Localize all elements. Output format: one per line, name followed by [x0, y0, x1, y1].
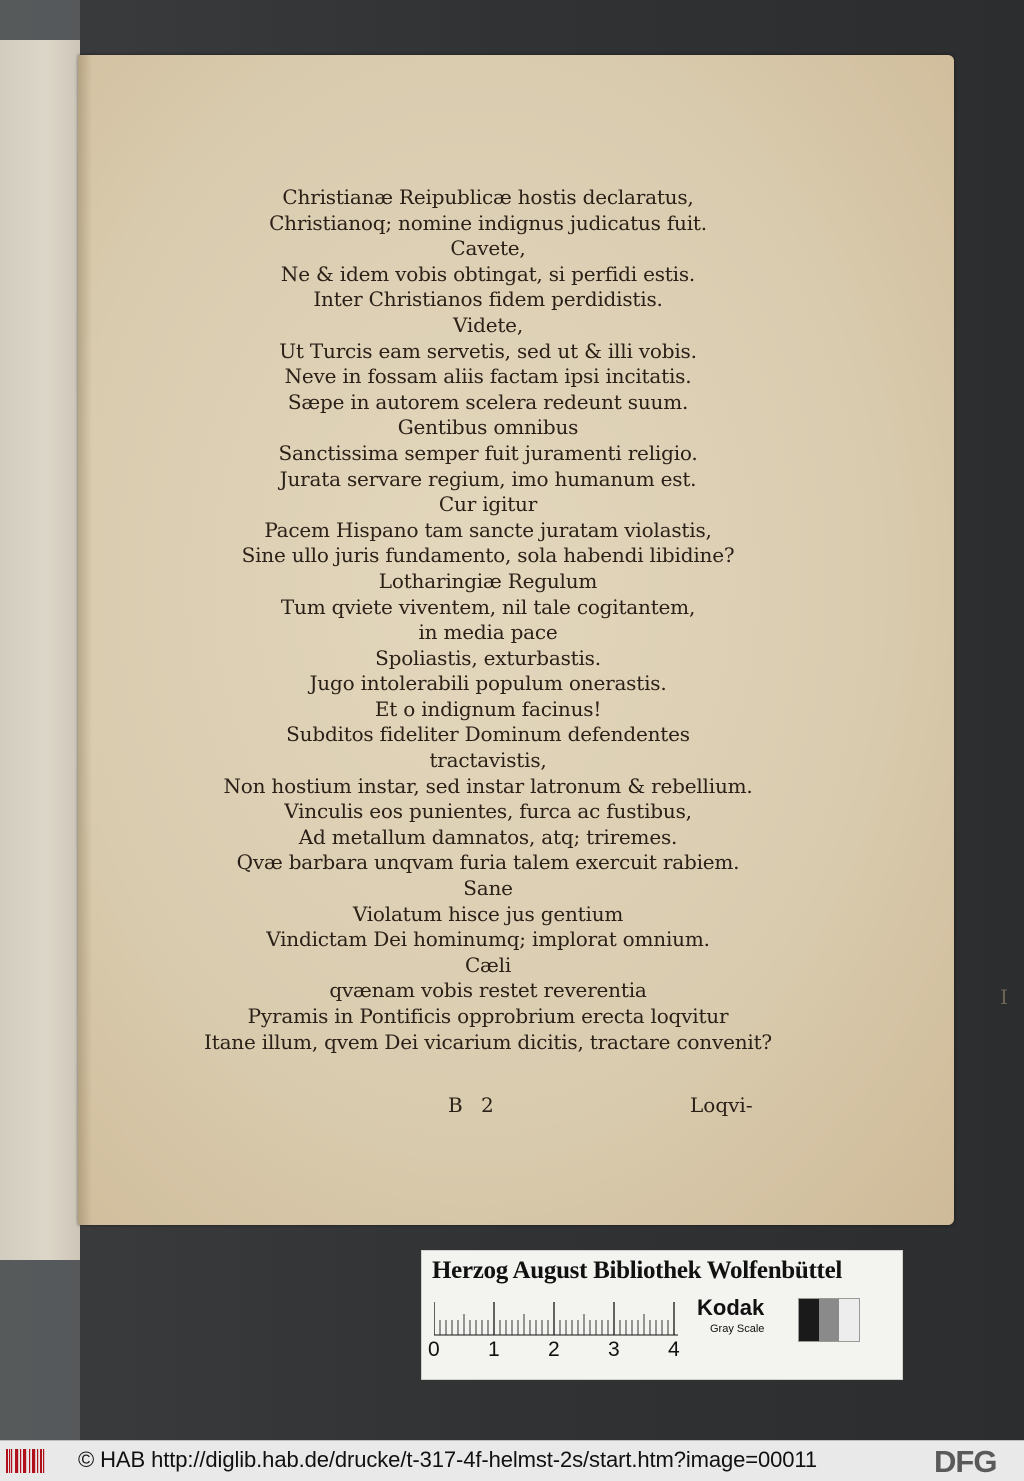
text-line: Lotharingiæ Regulum	[378, 568, 598, 593]
text-line: Subditos fideliter Dominum defendentes	[286, 722, 690, 747]
text-line: Cur igitur	[438, 492, 538, 517]
signature-mark: B 2	[448, 1093, 500, 1117]
gray-scale-label: Gray Scale	[710, 1323, 765, 1335]
text-line: Inter Christianos fidem perdidistis.	[313, 287, 663, 312]
text-line: Vindictam Dei hominumq; implorat omnium.	[266, 927, 710, 952]
text-line: Christianoq; nomine indignus judicatus fuit.	[269, 210, 707, 235]
text-line: Et o indignum facinus!	[374, 696, 602, 721]
text-line: Tum qviete viventem, nil tale cogitantem,	[280, 594, 696, 619]
reference-card	[421, 1250, 903, 1380]
ruler-number: 4	[668, 1338, 680, 1361]
gray-scale-swatches	[798, 1298, 860, 1342]
ruler-number: 1	[488, 1338, 500, 1361]
measurement-ruler	[434, 1298, 684, 1336]
text-line: Qvæ barbara unqvam furia talem exercuit rabiem.	[236, 850, 740, 875]
text-line: Itane illum, qvem Dei vicarium dicitis, tractare convenit?	[204, 1029, 772, 1054]
protective-film	[0, 0, 80, 1440]
ruler-number: 2	[548, 1338, 560, 1361]
page-gutter-shadow	[78, 55, 92, 1225]
catchword: Loqvi-	[690, 1093, 753, 1117]
viewer-footer	[0, 1440, 1024, 1481]
ruler-numbers	[428, 1338, 688, 1368]
text-line: Sanctissima semper fuit juramenti religio.	[278, 440, 698, 465]
text-line: Ne & idem vobis obtingat, si perfidi estis.	[280, 261, 696, 286]
text-line: Ut Turcis eam servetis, sed ut & illi vobis.	[279, 338, 697, 363]
text-line: Jurata servare regium, imo humanum est.	[279, 466, 697, 491]
gray-swatch	[839, 1299, 859, 1341]
book-page	[78, 55, 954, 1225]
text-line: Pacem Hispano tam sancte juratam violastis,	[264, 517, 712, 542]
text-line: Ad metallum damnatos, atq; triremes.	[298, 824, 678, 849]
text-line: Spoliastis, exturbastis.	[375, 645, 601, 670]
text-line: Vinculis eos punientes, furca ac fustibus,	[284, 799, 692, 824]
ruler-number: 3	[608, 1338, 620, 1361]
edge-letter-mark: I	[1000, 985, 1008, 1009]
text-line: Neve in fossam aliis factam ipsi incitatis.	[284, 364, 692, 389]
text-line: Videte,	[453, 312, 523, 337]
page-text	[158, 185, 818, 1055]
text-line: tractavistis,	[429, 748, 547, 773]
text-line: qvænam vobis restet reverentia	[329, 978, 647, 1003]
text-line: Sane	[463, 876, 513, 901]
text-line: Gentibus omnibus	[397, 415, 579, 440]
text-line: Non hostium instar, sed instar latronum & rebellium.	[223, 773, 753, 798]
gray-swatch	[799, 1299, 819, 1341]
source-url[interactable]: © HAB http://diglib.hab.de/drucke/t-317-4f-helmst-2s/start.htm?image=00011	[78, 1447, 818, 1472]
text-line: Cæli	[464, 952, 512, 977]
kodak-logo: Kodak	[697, 1295, 765, 1320]
text-line: Christianæ Reipublicæ hostis declaratus,	[282, 185, 694, 209]
text-line: Sine ullo juris fundamento, sola habendi libidine?	[241, 543, 735, 568]
text-line: Pyramis in Pontificis opprobrium erecta loqvitur	[247, 1004, 729, 1028]
text-line: in media pace	[418, 620, 558, 645]
text-line: Jugo intolerabili populum onerastis.	[309, 671, 667, 696]
text-line: Sæpe in autorem scelera redeunt suum.	[287, 389, 689, 414]
gray-swatch	[819, 1299, 839, 1341]
dfg-logo: DFG	[934, 1444, 997, 1479]
text-line: Cavete,	[450, 236, 526, 261]
library-name: Herzog August Bibliothek Wolfenbüttel	[432, 1257, 843, 1284]
text-line: Violatum hisce jus gentium	[352, 901, 624, 926]
barcode-icon	[6, 1449, 46, 1473]
ruler-number: 0	[428, 1338, 440, 1361]
